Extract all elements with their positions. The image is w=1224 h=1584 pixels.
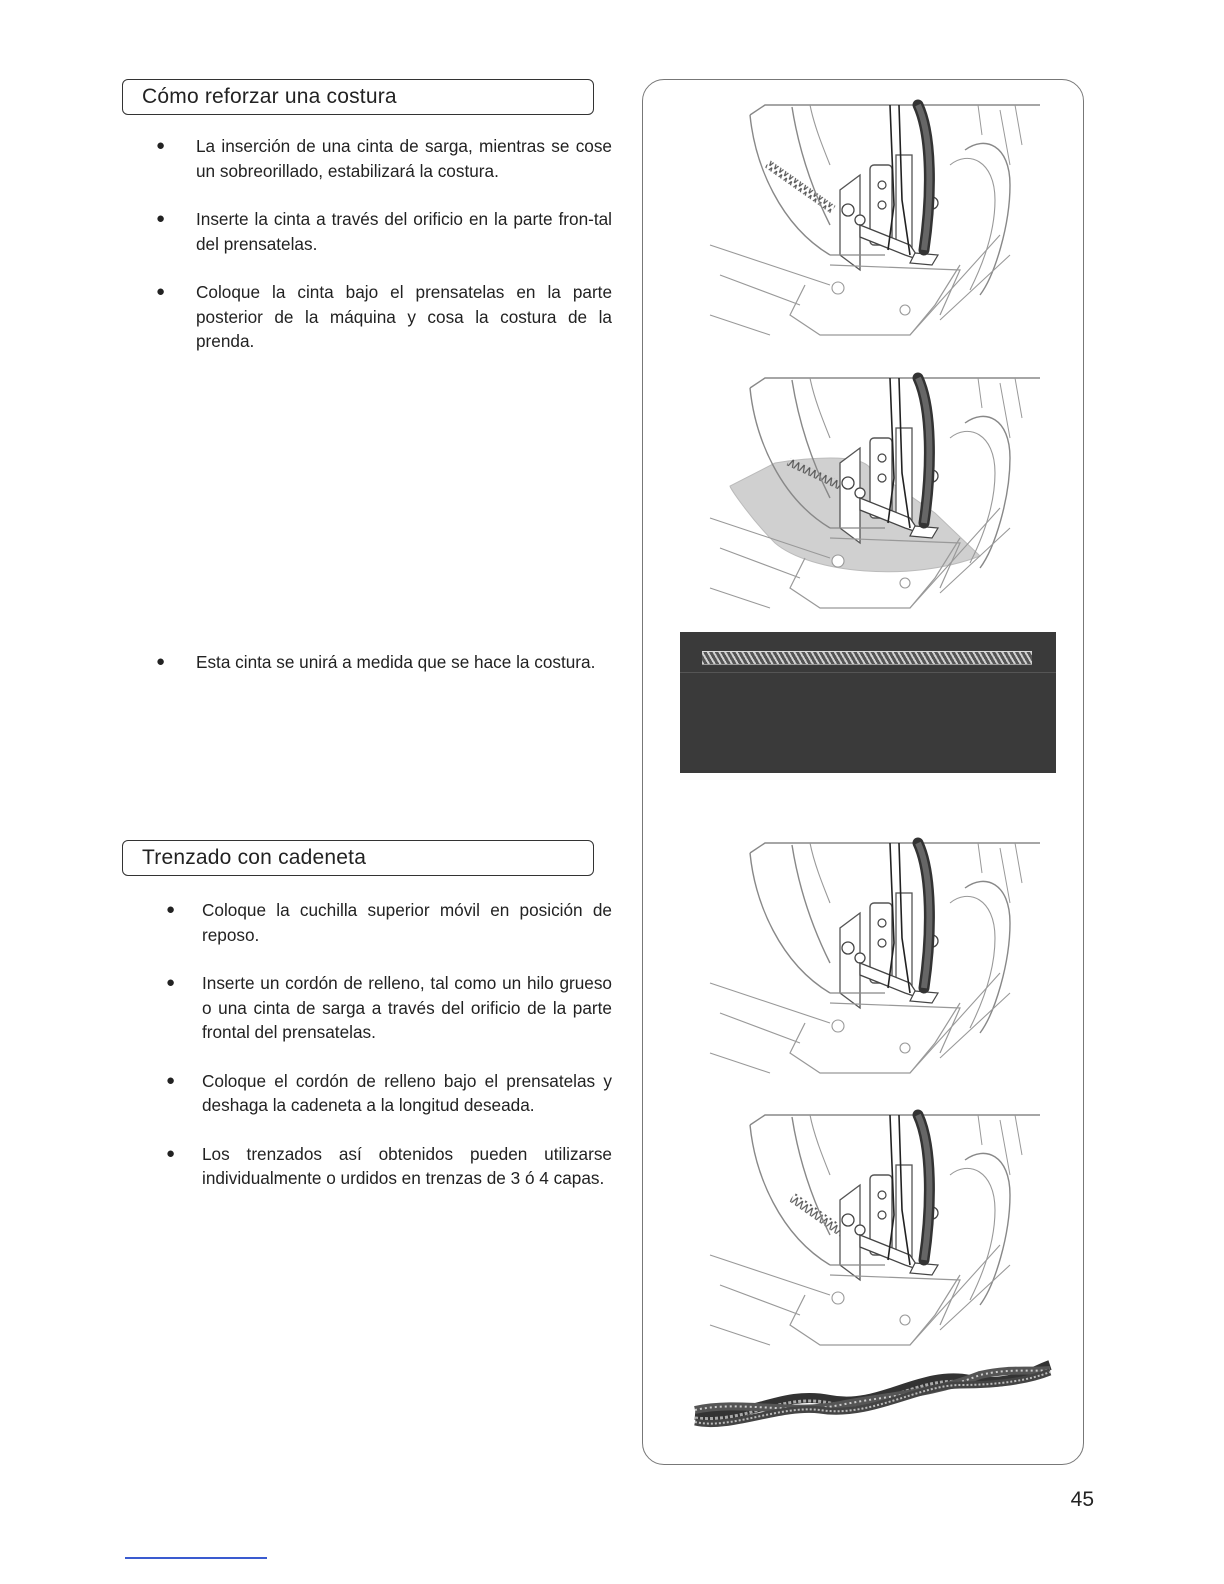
fabric-under-foot-illustration	[710, 378, 1030, 578]
bullet-icon: ●	[166, 901, 176, 918]
cording-foot-illustration	[710, 843, 1030, 1078]
bullet-icon: ●	[156, 210, 166, 227]
bullet-icon: ●	[156, 283, 166, 300]
step-text: La inserción de una cinta de sarga, mientras se cose un sobreorillado, estabilizará la costura.	[196, 136, 612, 181]
footer-link-line	[125, 1557, 267, 1559]
bullet-icon: ●	[156, 653, 166, 670]
list-item	[166, 1142, 612, 1191]
reinforce-result-list	[156, 650, 612, 675]
section-heading-braiding: Trenzado con cadeneta	[122, 840, 594, 876]
list-item	[156, 207, 612, 256]
list-item	[156, 280, 612, 354]
step-text: Los trenzados así obtenidos pueden utilizarse individualmente o urdidos en trenzas de 3 ó 4 capas.	[202, 1143, 612, 1188]
step-text: Coloque la cuchilla superior móvil en posición de reposo.	[202, 900, 612, 945]
seam-edge	[680, 672, 1056, 673]
presser-foot-tape-illustration	[710, 105, 1030, 340]
bullet-icon: ●	[156, 137, 166, 154]
step-text: Inserte la cinta a través del orificio en la parte fron-tal del prensatelas.	[196, 209, 612, 254]
list-item	[166, 971, 612, 1045]
step-text: Inserte un cordón de relleno, tal como un hilo grueso o una cinta de sarga a través del orificio de la parte frontal del prensatelas.	[202, 973, 612, 1042]
page-number: 45	[1070, 1488, 1094, 1511]
step-text: Esta cinta se unirá a medida que se hace la costura.	[196, 652, 596, 672]
bullet-icon: ●	[166, 1071, 176, 1089]
finished-braid-illustration	[690, 1360, 1060, 1440]
bullet-icon: ●	[166, 974, 176, 991]
chain-braid-sewing-illustration	[710, 1115, 1030, 1350]
seam-stitch	[702, 651, 1032, 665]
list-item	[166, 1069, 612, 1118]
list-item	[156, 134, 612, 183]
bullet-icon: ●	[166, 1144, 176, 1162]
reinforce-steps-list	[156, 134, 612, 354]
section-heading-reinforce: Cómo reforzar una costura	[122, 79, 594, 115]
braiding-steps-list	[166, 898, 612, 1191]
step-text: Coloque el cordón de relleno bajo el prensatelas y deshaga la cadeneta a la longitud deseada.	[202, 1070, 612, 1115]
list-item	[166, 898, 612, 947]
finished-seam-photo	[680, 632, 1056, 773]
list-item	[156, 650, 612, 675]
step-text: Coloque la cinta bajo el prensatelas en la parte posterior de la máquina y cosa la costura de la prenda.	[196, 282, 612, 351]
